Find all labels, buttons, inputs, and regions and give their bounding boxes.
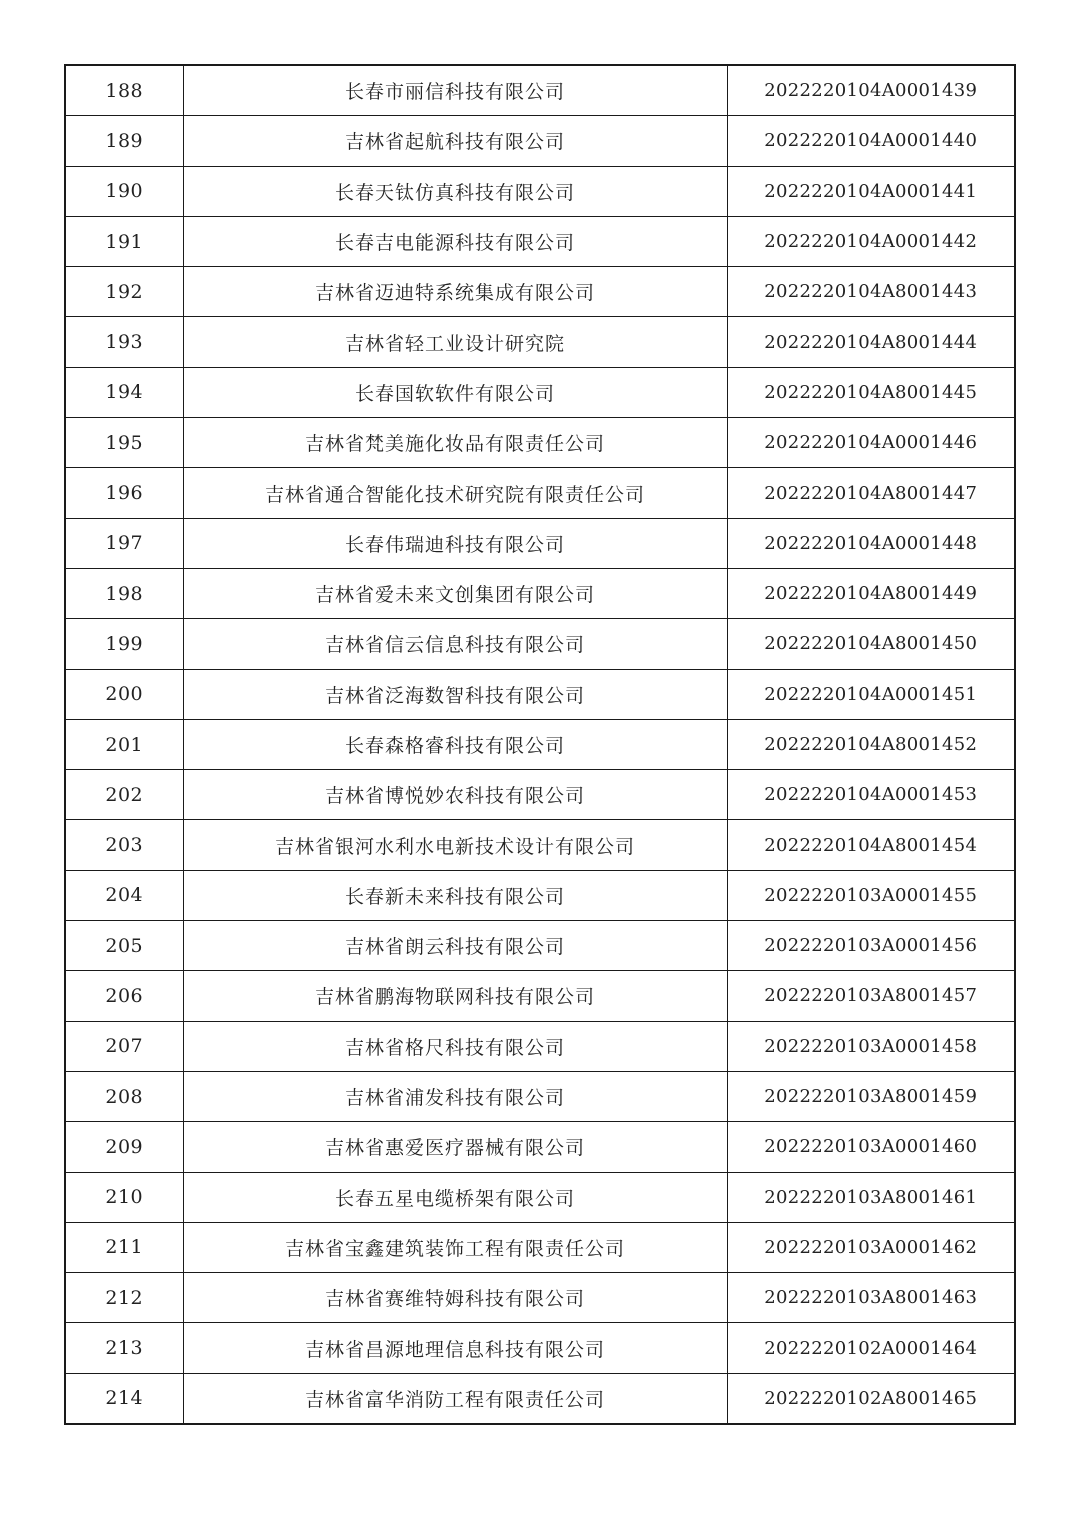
registration-code-cell: 2022220103A0001458 (727, 1021, 1015, 1071)
company-name-cell: 长春新未来科技有限公司 (183, 870, 727, 920)
registration-code-cell: 2022220104A8001443 (727, 267, 1015, 317)
row-number-cell: 205 (65, 921, 183, 971)
registration-code-cell: 2022220103A0001456 (727, 921, 1015, 971)
table-row (65, 418, 1015, 468)
row-number-cell: 189 (65, 116, 183, 166)
company-registry-table (64, 64, 1016, 1425)
table-row (65, 719, 1015, 769)
registration-code-cell: 2022220102A0001464 (727, 1323, 1015, 1373)
company-name-cell: 吉林省富华消防工程有限责任公司 (183, 1373, 727, 1424)
table-row (65, 1122, 1015, 1172)
registration-code-cell: 2022220104A8001447 (727, 468, 1015, 518)
company-name-cell: 吉林省梵美施化妆品有限责任公司 (183, 418, 727, 468)
table-row (65, 1222, 1015, 1272)
table-row (65, 166, 1015, 216)
row-number-cell: 188 (65, 65, 183, 116)
table-row (65, 1373, 1015, 1424)
row-number-cell: 208 (65, 1071, 183, 1121)
table-row (65, 317, 1015, 367)
table-row (65, 1323, 1015, 1373)
row-number-cell: 204 (65, 870, 183, 920)
company-name-cell: 吉林省博悦妙农科技有限公司 (183, 770, 727, 820)
company-name-cell: 长春伟瑞迪科技有限公司 (183, 518, 727, 568)
company-name-cell: 吉林省朗云科技有限公司 (183, 921, 727, 971)
company-name-cell: 吉林省赛维特姆科技有限公司 (183, 1273, 727, 1323)
company-name-cell: 吉林省鹏海物联网科技有限公司 (183, 971, 727, 1021)
table-row (65, 267, 1015, 317)
table-row (65, 518, 1015, 568)
registration-code-cell: 2022220104A0001446 (727, 418, 1015, 468)
company-name-cell: 吉林省信云信息科技有限公司 (183, 619, 727, 669)
row-number-cell: 200 (65, 669, 183, 719)
company-name-cell: 长春市丽信科技有限公司 (183, 65, 727, 116)
company-name-cell: 长春国软软件有限公司 (183, 367, 727, 417)
table-row (65, 669, 1015, 719)
registration-code-cell: 2022220103A0001460 (727, 1122, 1015, 1172)
row-number-cell: 209 (65, 1122, 183, 1172)
registration-code-cell: 2022220104A8001450 (727, 619, 1015, 669)
table-row (65, 971, 1015, 1021)
table-row (65, 1172, 1015, 1222)
registration-code-cell: 2022220103A8001463 (727, 1273, 1015, 1323)
table-row (65, 770, 1015, 820)
registration-code-cell: 2022220104A0001451 (727, 669, 1015, 719)
row-number-cell: 201 (65, 719, 183, 769)
row-number-cell: 191 (65, 216, 183, 266)
registration-code-cell: 2022220104A0001441 (727, 166, 1015, 216)
company-name-cell: 吉林省起航科技有限公司 (183, 116, 727, 166)
table-body (65, 65, 1015, 1424)
row-number-cell: 198 (65, 568, 183, 618)
row-number-cell: 194 (65, 367, 183, 417)
row-number-cell: 197 (65, 518, 183, 568)
table-row (65, 216, 1015, 266)
company-name-cell: 吉林省爱未来文创集团有限公司 (183, 568, 727, 618)
registration-code-cell: 2022220103A0001455 (727, 870, 1015, 920)
company-name-cell: 吉林省泛海数智科技有限公司 (183, 669, 727, 719)
registration-code-cell: 2022220104A8001449 (727, 568, 1015, 618)
company-name-cell: 吉林省格尺科技有限公司 (183, 1021, 727, 1071)
registration-code-cell: 2022220104A0001453 (727, 770, 1015, 820)
registration-code-cell: 2022220102A8001465 (727, 1373, 1015, 1424)
company-name-cell: 长春五星电缆桥架有限公司 (183, 1172, 727, 1222)
table-row (65, 65, 1015, 116)
company-name-cell: 吉林省昌源地理信息科技有限公司 (183, 1323, 727, 1373)
table-row (65, 870, 1015, 920)
row-number-cell: 196 (65, 468, 183, 518)
row-number-cell: 190 (65, 166, 183, 216)
registration-code-cell: 2022220103A8001461 (727, 1172, 1015, 1222)
row-number-cell: 210 (65, 1172, 183, 1222)
document-page (64, 64, 1014, 1425)
registration-code-cell: 2022220104A8001454 (727, 820, 1015, 870)
registration-code-cell: 2022220104A8001444 (727, 317, 1015, 367)
row-number-cell: 211 (65, 1222, 183, 1272)
row-number-cell: 199 (65, 619, 183, 669)
company-name-cell: 吉林省宝鑫建筑装饰工程有限责任公司 (183, 1222, 727, 1272)
company-name-cell: 长春森格睿科技有限公司 (183, 719, 727, 769)
registration-code-cell: 2022220103A0001462 (727, 1222, 1015, 1272)
table-row (65, 619, 1015, 669)
row-number-cell: 213 (65, 1323, 183, 1373)
row-number-cell: 214 (65, 1373, 183, 1424)
company-name-cell: 吉林省浦发科技有限公司 (183, 1071, 727, 1121)
row-number-cell: 192 (65, 267, 183, 317)
registration-code-cell: 2022220104A0001439 (727, 65, 1015, 116)
company-name-cell: 吉林省轻工业设计研究院 (183, 317, 727, 367)
row-number-cell: 203 (65, 820, 183, 870)
company-name-cell: 吉林省惠爱医疗器械有限公司 (183, 1122, 727, 1172)
company-name-cell: 长春吉电能源科技有限公司 (183, 216, 727, 266)
table-row (65, 820, 1015, 870)
table-row (65, 116, 1015, 166)
table-row (65, 468, 1015, 518)
table-row (65, 1021, 1015, 1071)
row-number-cell: 212 (65, 1273, 183, 1323)
registration-code-cell: 2022220104A0001442 (727, 216, 1015, 266)
row-number-cell: 206 (65, 971, 183, 1021)
row-number-cell: 202 (65, 770, 183, 820)
table-row (65, 921, 1015, 971)
table-row (65, 1273, 1015, 1323)
company-name-cell: 吉林省银河水利水电新技术设计有限公司 (183, 820, 727, 870)
table-row (65, 1071, 1015, 1121)
company-name-cell: 长春天钛仿真科技有限公司 (183, 166, 727, 216)
table-row (65, 568, 1015, 618)
registration-code-cell: 2022220104A0001448 (727, 518, 1015, 568)
registration-code-cell: 2022220104A0001440 (727, 116, 1015, 166)
registration-code-cell: 2022220104A8001445 (727, 367, 1015, 417)
company-name-cell: 吉林省通合智能化技术研究院有限责任公司 (183, 468, 727, 518)
registration-code-cell: 2022220104A8001452 (727, 719, 1015, 769)
registration-code-cell: 2022220103A8001459 (727, 1071, 1015, 1121)
row-number-cell: 207 (65, 1021, 183, 1071)
row-number-cell: 193 (65, 317, 183, 367)
table-row (65, 367, 1015, 417)
row-number-cell: 195 (65, 418, 183, 468)
registration-code-cell: 2022220103A8001457 (727, 971, 1015, 1021)
company-name-cell: 吉林省迈迪特系统集成有限公司 (183, 267, 727, 317)
